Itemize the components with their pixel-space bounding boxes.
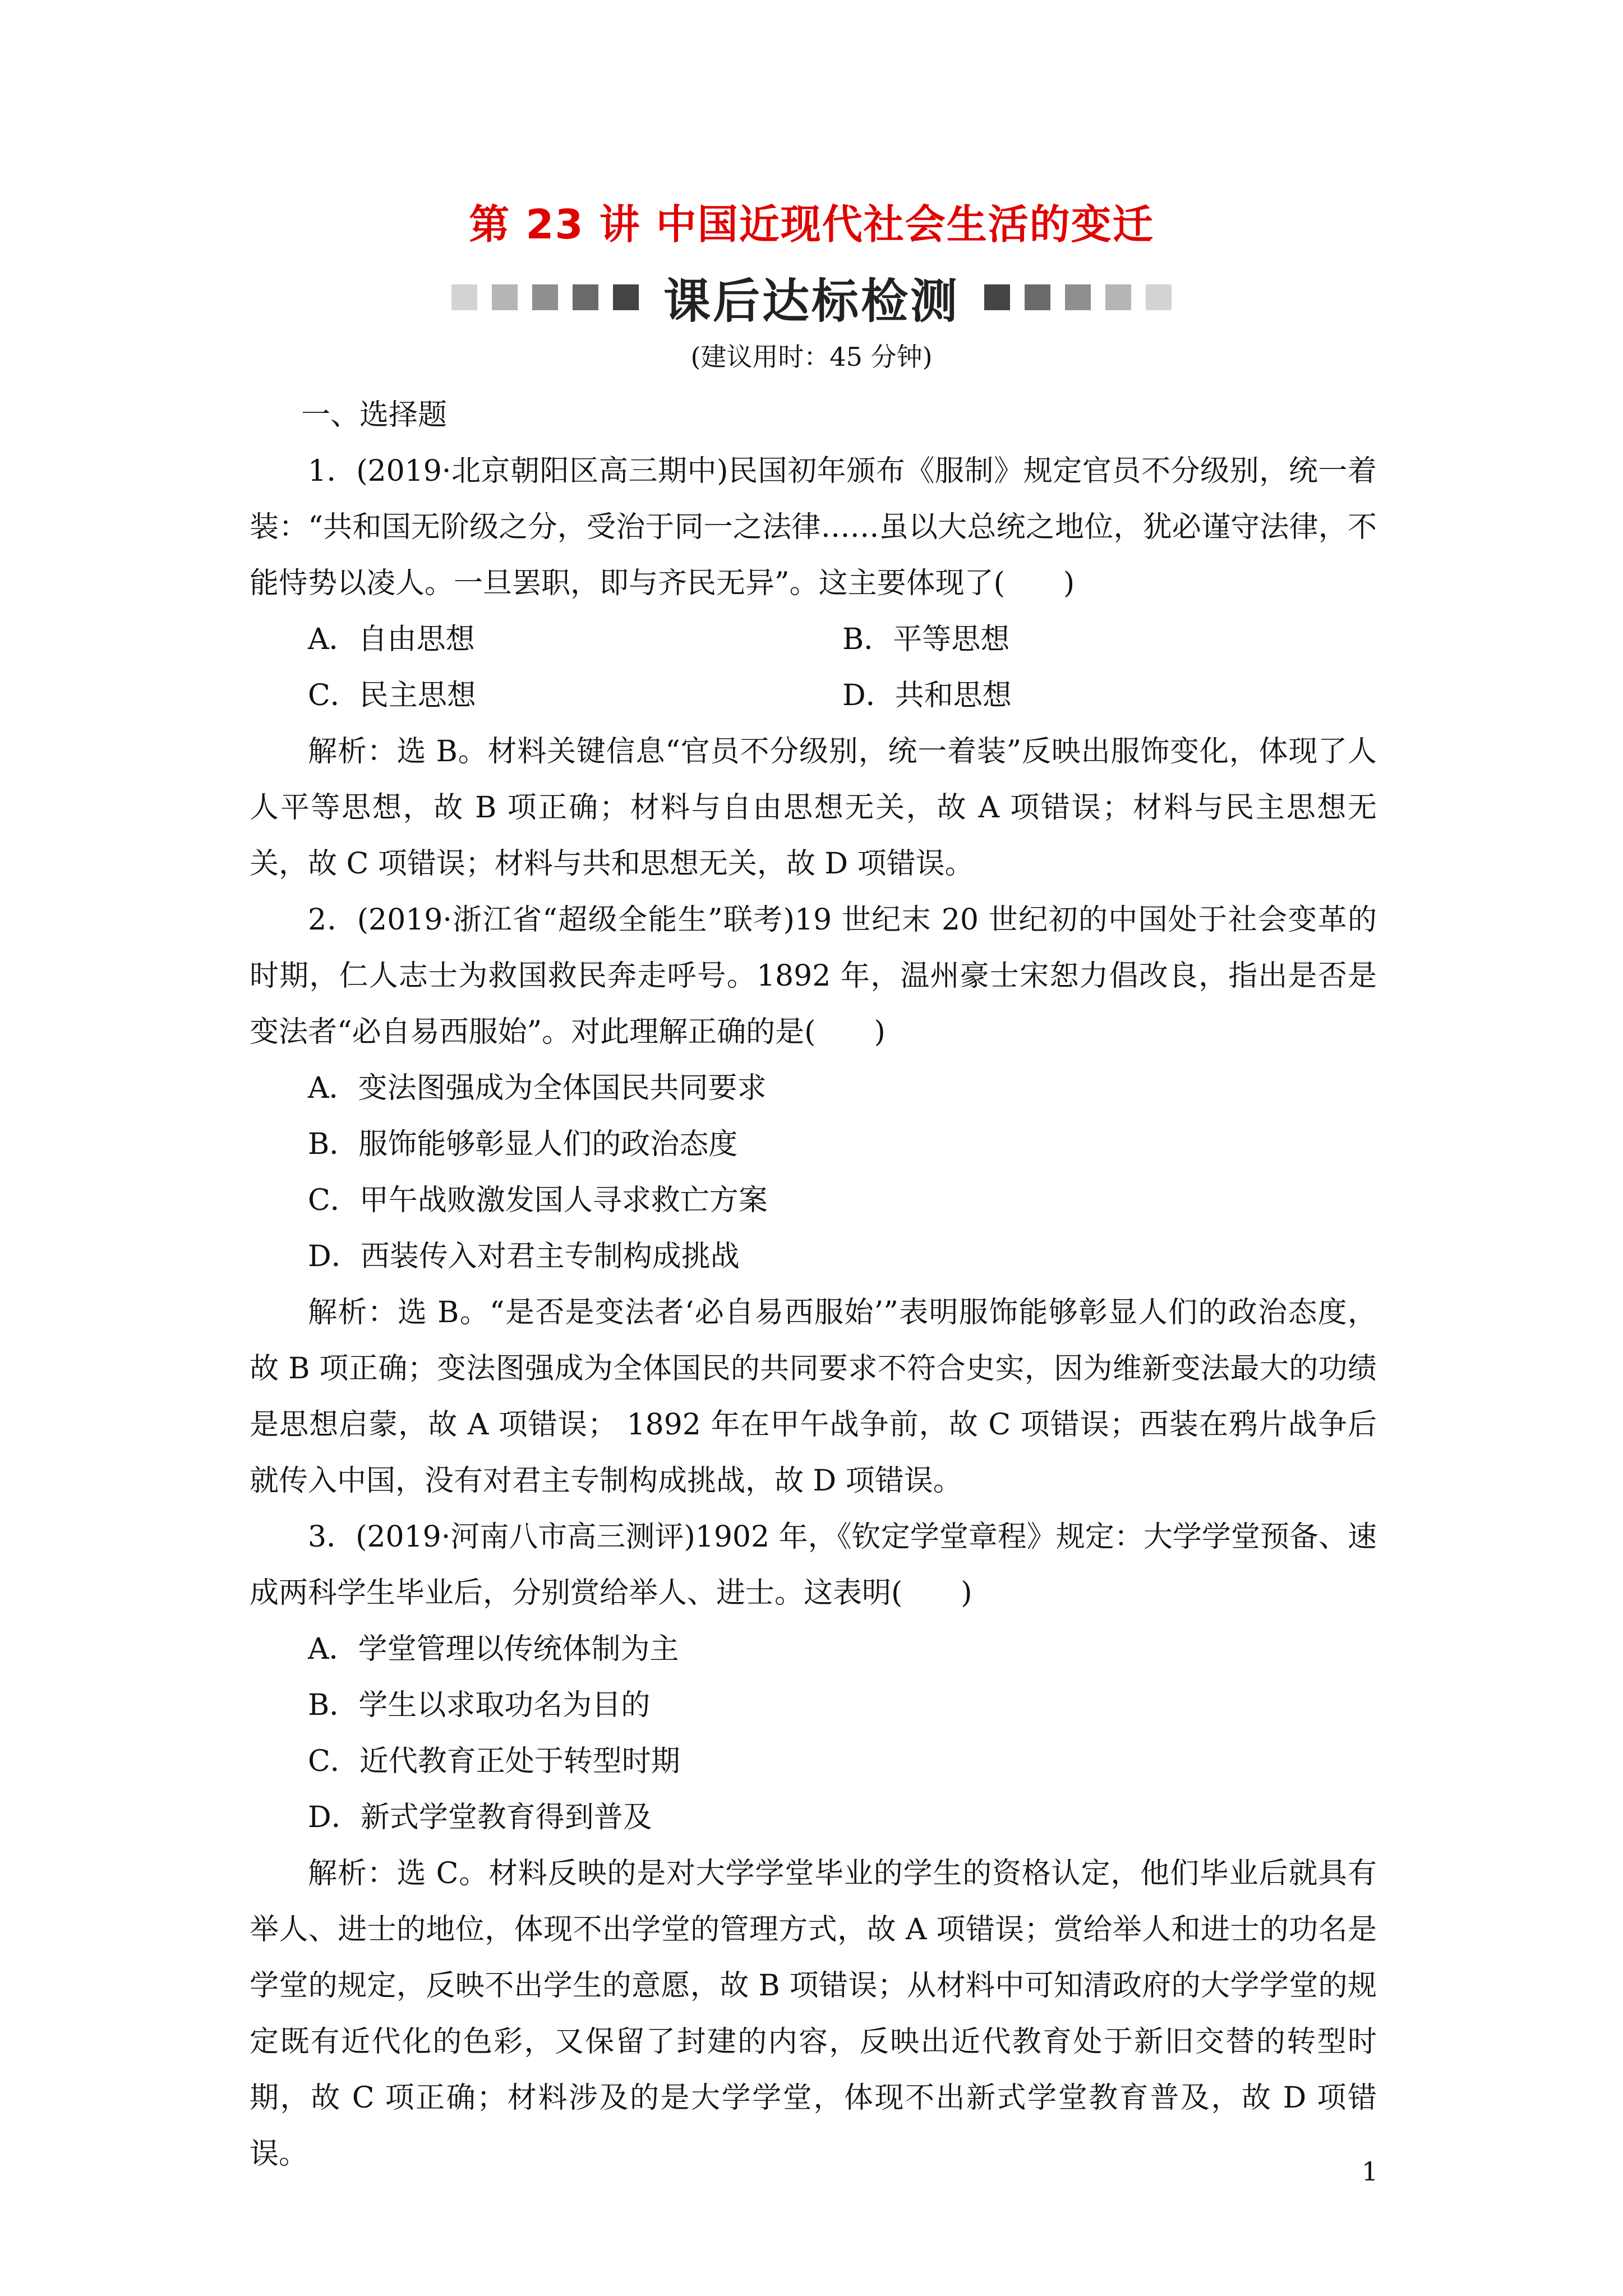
option-c: C．甲午战败激发国人寻求救亡方案 xyxy=(308,1184,768,1217)
question-list xyxy=(250,387,1377,2182)
option-d: D．西装传入对君主专制构成挑战 xyxy=(308,1240,740,1273)
option-a: A．变法图强成为全体国民共同要求 xyxy=(308,1071,767,1105)
option-b: B．平等思想 xyxy=(842,623,1010,656)
option-d: D．共和思想 xyxy=(842,679,1012,712)
option-a: A．学堂管理以传统体制为主 xyxy=(308,1632,679,1666)
lesson-title: 第 23 讲 中国近现代社会生活的变迁 xyxy=(469,201,1154,248)
section-title: 一、选择题 xyxy=(301,398,448,432)
option-row xyxy=(250,611,1377,668)
question-3 xyxy=(250,1509,1377,2182)
banner-square-left-2 xyxy=(492,284,518,310)
question-stem: 1．(2019·北京朝阳区高三期中)民国初年颁布《服制》规定官员不分级别，统一着装：“共和国无阶级之分，受治于同一之法律……虽以大总统之地位，犹必谨守法律，不能恃势以凌人。一旦罢职，即与齐民无异”。这主要体现了( ) xyxy=(250,454,1377,600)
option-d: D．新式学堂教育得到普及 xyxy=(308,1801,652,1834)
option-b: B．服饰能够彰显人们的政治态度 xyxy=(308,1128,738,1161)
option-b: B．学生以求取功名为目的 xyxy=(308,1688,651,1722)
banner-square-right-4 xyxy=(1105,284,1131,310)
option-c: C．民主思想 xyxy=(308,679,476,712)
banner-square-left-1 xyxy=(451,284,477,310)
question-stem: 2．(2019·浙江省“超级全能生”联考)19 世纪末 20 世纪初的中国处于社会变革的时期，仁人志士为救国救民奔走呼号。1892 年，温州豪士宋恕力倡改良，指出是否是变法者“必自易西服始”。对此理解正确的是( ) xyxy=(250,903,1377,1049)
banner-square-left-5 xyxy=(613,284,639,310)
question-stem: 3．(2019·河南八市高三测评)1902 年，《钦定学堂章程》规定：大学学堂预备、速成两科学生毕业后，分别赏给举人、进士。这表明( ) xyxy=(250,1520,1377,1610)
option-c: C．近代教育正处于转型时期 xyxy=(308,1745,680,1778)
banner-square-right-1 xyxy=(984,284,1010,310)
suggested-time-note: (建议用时：45 分钟) xyxy=(690,342,933,372)
banner-square-right-3 xyxy=(1065,284,1091,310)
answer-analysis: 解析：选 B。“是否是变法者‘必自易西服始’”表明服饰能够彰显人们的政治态度，故 B 项正确；变法图强成为全体国民的共同要求不符合史实，因为维新变法最大的功绩是思想启蒙，故 A 项错误； 1892 年在甲午战争前，故 C 项错误；西装在鸦片战争后就传入中国，没有对君主专制构成挑战，故 D 项错误。 xyxy=(250,1296,1377,1498)
question-2 xyxy=(250,892,1377,1509)
answer-analysis: 解析：选 B。材料关键信息“官员不分级别，统一着装”反映出服饰变化，体现了人人平等思想，故 B 项正确；材料与自由思想无关，故 A 项错误；材料与民主思想无关，故 C 项错误；材料与共和思想无关，故 D 项错误。 xyxy=(250,735,1377,881)
banner-square-left-4 xyxy=(573,284,598,310)
banner-square-right-2 xyxy=(1025,284,1050,310)
question-1 xyxy=(250,443,1377,892)
banner-square-left-3 xyxy=(532,284,558,310)
banner-square-right-5 xyxy=(1146,284,1172,310)
answer-analysis: 解析：选 C。材料反映的是对大学学堂毕业的学生的资格认定，他们毕业后就具有举人、进士的地位，体现不出学堂的管理方式，故 A 项错误；赏给举人和进士的功名是学堂的规定，反映不出学生的意愿，故 B 项错误；从材料中可知清政府的大学学堂的规定既有近代化的色彩，又保留了封建的内容，反映出近代教育处于新旧交替的转型时期，故 C 项正确；材料涉及的是大学学堂，体现不出新式学堂教育普及，故 D 项错误。 xyxy=(250,1857,1377,2171)
option-a: A．自由思想 xyxy=(308,623,475,656)
section-banner xyxy=(0,264,1623,331)
banner-heading: 课后达标检测 xyxy=(663,273,960,329)
option-row xyxy=(250,668,1377,724)
page-number: 1 xyxy=(1362,2156,1378,2187)
